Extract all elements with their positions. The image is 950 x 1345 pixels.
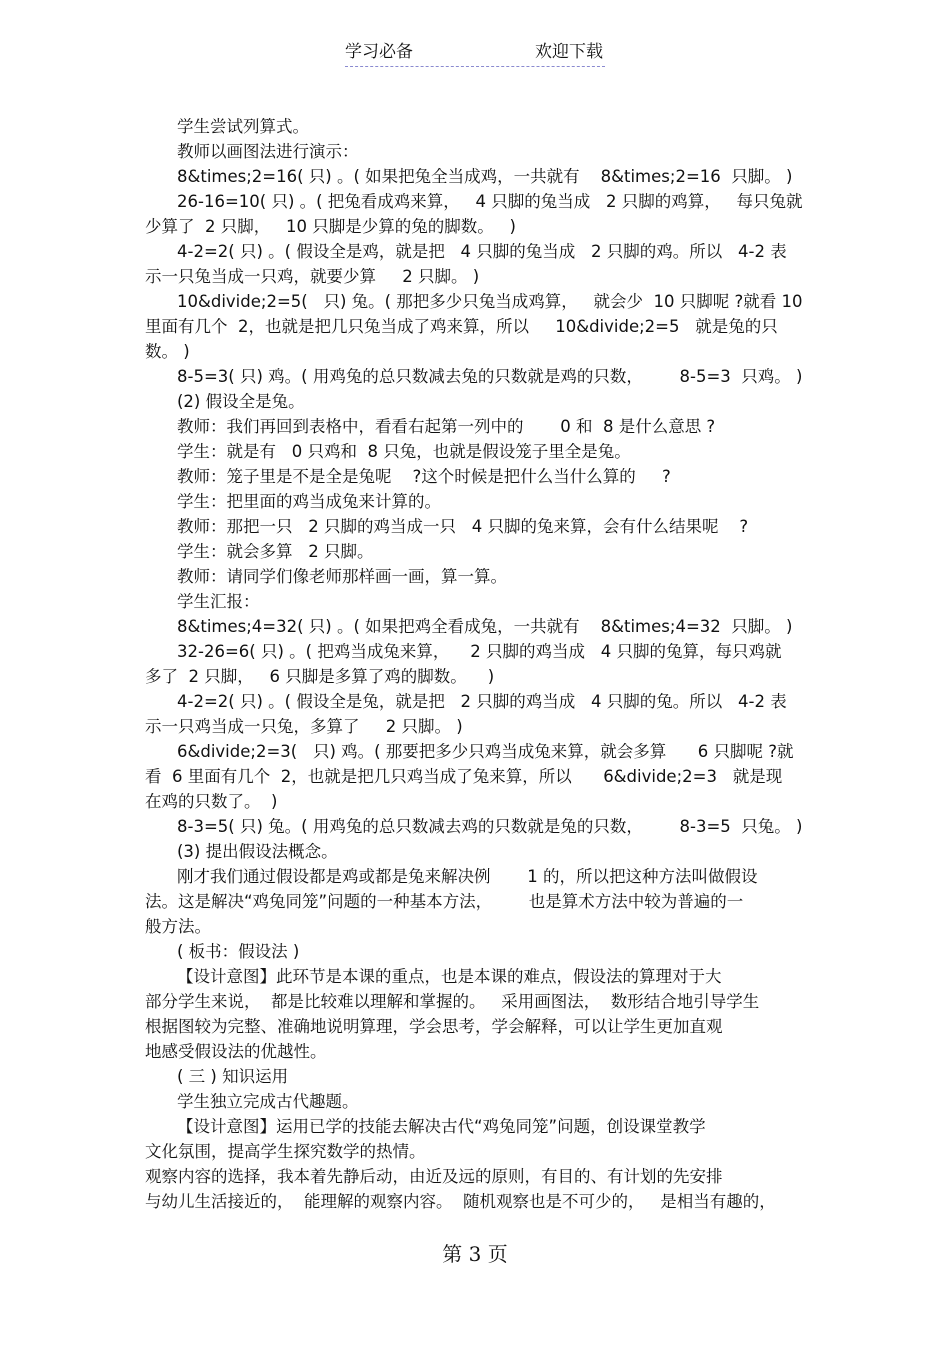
- text-line: 数。 ): [145, 342, 190, 361]
- text-line: 教师以画图法进行演示：: [177, 142, 359, 161]
- text-line: 学生独立完成古代趣题。: [177, 1092, 359, 1111]
- text-line: 8&times;2=16( 只) 。( 如果把兔全当成鸡，一共就有 8&times;2=16 只脚。 ): [177, 167, 793, 186]
- text-line: 26-16=10( 只) 。( 把兔看成鸡来算， 4 只脚的兔当成 2 只脚的鸡算， 每只兔就: [177, 192, 803, 211]
- text-line: 里面有几个 2，也就是把几只兔当成了鸡来算，所以 10&divide;2=5 就是兔的只: [145, 317, 778, 336]
- text-line: 示一只鸡当成一只兔，多算了 2 只脚。 ): [145, 717, 463, 736]
- text-line: 法。这是解决“鸡兔同笼”问题的一种基本方法， 也是算术方法中较为普遍的一: [145, 892, 744, 911]
- text-line: 6&divide;2=3( 只) 鸡。( 那要把多少只鸡当成兔来算，就会多算 6 只脚呢 ?就: [177, 742, 794, 761]
- text-line: 4-2=2( 只) 。( 假设全是兔，就是把 2 只脚的鸡当成 4 只脚的兔。所以 4-2 表: [177, 692, 787, 711]
- text-line: 10&divide;2=5( 只) 兔。( 那把多少只兔当成鸡算， 就会少 10 只脚呢 ?就看 10: [177, 292, 803, 311]
- text-line: 教师：我们再回到表格中，看看右起第一列中的 0 和 8 是什么意思 ?: [177, 417, 716, 436]
- text-line: 般方法。: [145, 917, 211, 936]
- text-line: 在鸡的只数了。 ): [145, 792, 278, 811]
- text-line: 示一只兔当成一只鸡，就要少算 2 只脚。 ): [145, 267, 480, 286]
- text-line: 文化氛围，提高学生探究数学的热情。: [145, 1142, 426, 1161]
- text-line: 看 6 里面有几个 2，也就是把几只鸡当成了兔来算，所以 6&divide;2=3 就是现: [145, 767, 783, 786]
- text-line: 刚才我们通过假设都是鸡或都是兔来解决例 1 的，所以把这种方法叫做假设: [177, 867, 758, 886]
- text-line: ( 三 ) 知识运用: [177, 1067, 289, 1086]
- text-line: 与幼儿生活接近的， 能理解的观察内容。 随机观察也是不可少的， 是相当有趣的，: [145, 1192, 776, 1211]
- text-line: 学生：就会多算 2 只脚。: [177, 542, 374, 561]
- header-right-text: 欢迎下载: [535, 42, 603, 62]
- text-line: 4-2=2( 只) 。( 假设全是鸡，就是把 4 只脚的兔当成 2 只脚的鸡。所以 4-2 表: [177, 242, 787, 261]
- text-line: 观察内容的选择，我本着先静后动，由近及远的原则，有目的、有计划的先安排: [145, 1167, 723, 1186]
- header-left-text: 学习必备: [345, 42, 413, 62]
- text-line: 少算了 2 只脚， 10 只脚是少算的兔的脚数。 ): [145, 217, 516, 236]
- text-line: 学生：就是有 0 只鸡和 8 只兔，也就是假设笼子里全是兔。: [177, 442, 631, 461]
- text-line: 根据图较为完整、准确地说明算理，学会思考，学会解释，可以让学生更加直观: [145, 1017, 723, 1036]
- text-line: 多了 2 只脚， 6 只脚是多算了鸡的脚数。 ): [145, 667, 495, 686]
- text-line: ( 板书：假设法 ): [177, 942, 300, 961]
- text-line: (2) 假设全是兔。: [177, 392, 305, 411]
- text-line: 学生尝试列算式。: [177, 117, 309, 136]
- text-line: 教师：那把一只 2 只脚的鸡当成一只 4 只脚的兔来算，会有什么结果呢 ?: [177, 517, 749, 536]
- text-line: 8-3=5( 只) 兔。( 用鸡兔的总只数减去鸡的只数就是兔的只数， 8-3=5 只兔。 ): [177, 817, 803, 836]
- document-body: [145, 114, 810, 1214]
- page-number: 第 3 页: [442, 1242, 508, 1266]
- text-line: 部分学生来说， 都是比较难以理解和掌握的。 采用画图法， 数形结合地引导学生: [145, 992, 760, 1011]
- text-line: 地感受假设法的优越性。: [145, 1042, 327, 1061]
- text-line: 学生：把里面的鸡当成兔来计算的。: [177, 492, 441, 511]
- text-line: 32-26=6( 只) 。( 把鸡当成兔来算， 2 只脚的鸡当成 4 只脚的兔算，每只鸡就: [177, 642, 782, 661]
- text-line: 【设计意图】运用已学的技能去解决古代“鸡兔同笼”问题，创设课堂教学: [177, 1117, 706, 1136]
- text-line: (3) 提出假设法概念。: [177, 842, 338, 861]
- text-line: 8-5=3( 只) 鸡。( 用鸡兔的总只数减去兔的只数就是鸡的只数， 8-5=3 只鸡。 ): [177, 367, 803, 386]
- text-line: 8&times;4=32( 只) 。( 如果把鸡全看成兔，一共就有 8&times;4=32 只脚。 ): [177, 617, 793, 636]
- text-line: 教师：笼子里是不是全是兔呢 ?这个时候是把什么当什么算的 ?: [177, 467, 671, 486]
- page-header: [345, 40, 605, 67]
- text-line: 【设计意图】此环节是本课的重点，也是本课的难点，假设法的算理对于大: [177, 967, 722, 986]
- text-line: 教师：请同学们像老师那样画一画，算一算。: [177, 567, 507, 586]
- text-line: 学生汇报：: [177, 592, 260, 611]
